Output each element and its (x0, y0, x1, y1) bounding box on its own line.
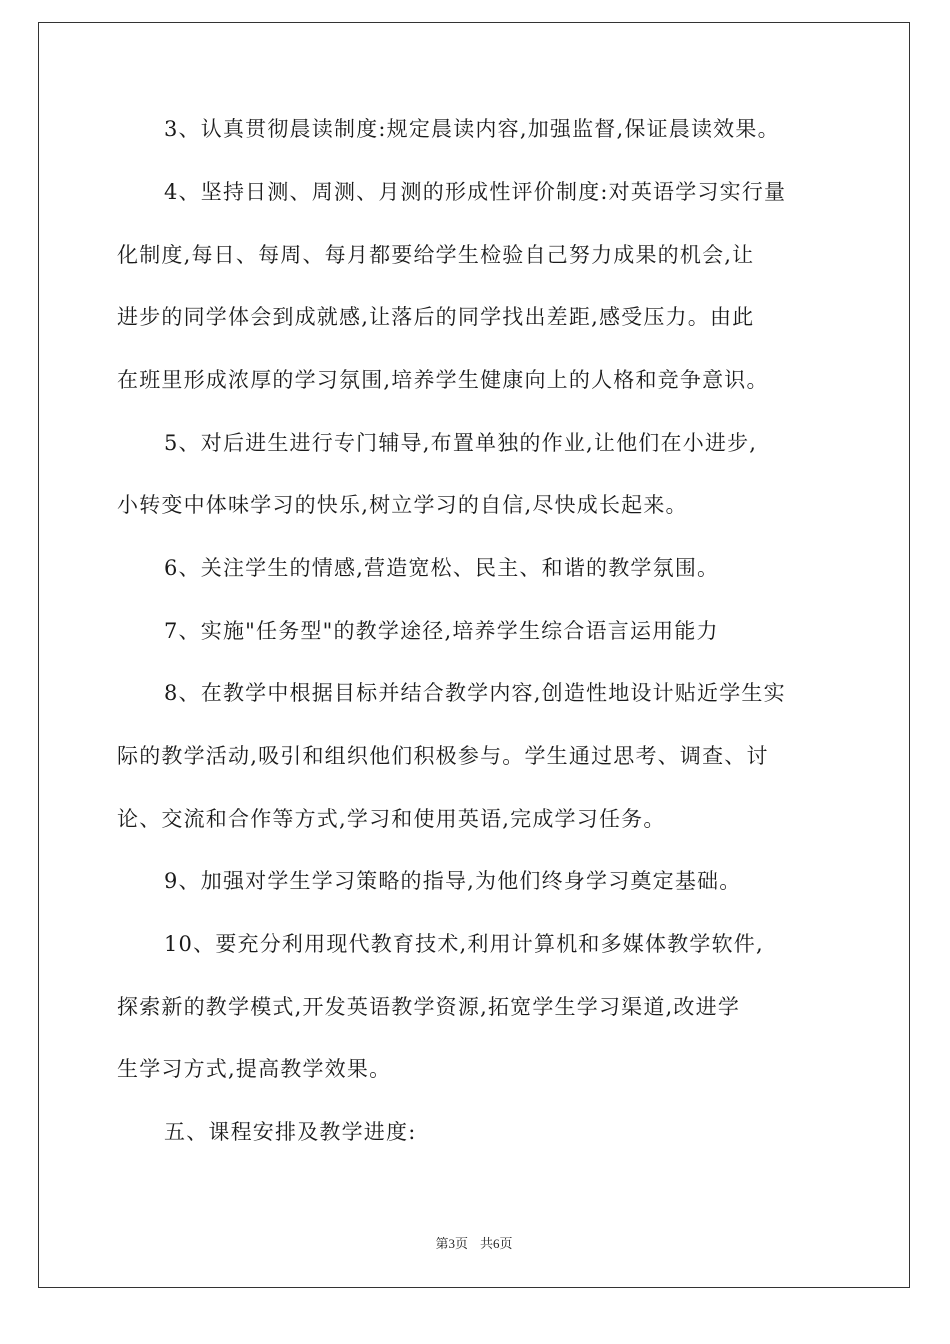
paragraph-8-line-2: 际的教学活动,吸引和组织他们积极参与。学生通过思考、调查、讨 (117, 744, 769, 768)
paragraph-3-line-1: 3、认真贯彻晨读制度:规定晨读内容,加强监督,保证晨读效果。 (164, 117, 780, 141)
page-number-total: 共6页 (480, 1236, 513, 1251)
page-footer (39, 1233, 909, 1252)
paragraph-10-line-2: 探索新的教学模式,开发英语教学资源,拓宽学生学习渠道,改进学 (117, 995, 741, 1019)
paragraph-4-line-3: 进步的同学体会到成就感,让落后的同学找出差距,感受压力。由此 (117, 305, 755, 329)
paragraph-9-line-1: 9、加强对学生学习策略的指导,为他们终身学习奠定基础。 (164, 869, 742, 893)
paragraph-6-line-1: 6、关注学生的情感,营造宽松、民主、和谐的教学氛围。 (164, 556, 720, 580)
paragraph-5-line-1: 5、对后进生进行专门辅导,布置单独的作业,让他们在小进步, (164, 431, 758, 455)
paragraph-4-line-4: 在班里形成浓厚的学习氛围,培养学生健康向上的人格和竞争意识。 (117, 368, 769, 392)
paragraph-8-line-3: 论、交流和合作等方式,学习和使用英语,完成学习任务。 (117, 807, 666, 831)
page-frame (38, 22, 910, 1288)
paragraph-7-line-1: 7、实施"任务型"的教学途径,培养学生综合语言运用能力 (164, 619, 719, 643)
paragraph-8-line-1: 8、在教学中根据目标并结合教学内容,创造性地设计贴近学生实 (164, 681, 786, 705)
page-number-current: 第3页 (435, 1236, 468, 1251)
paragraph-10-line-3: 生学习方式,提高教学效果。 (117, 1057, 392, 1081)
paragraph-10-line-1: 10、要充分利用现代教育技术,利用计算机和多媒体教学软件, (164, 932, 764, 956)
paragraph-4-line-1: 4、坚持日测、周测、月测的形成性评价制度:对英语学习实行量 (164, 180, 787, 204)
paragraph-5-line-2: 小转变中体味学习的快乐,树立学习的自信,尽快成长起来。 (117, 493, 688, 517)
paragraph-4-line-2: 化制度,每日、每周、每月都要给学生检验自己努力成果的机会,让 (117, 243, 755, 267)
section-heading-5: 五、课程安排及教学进度: (164, 1120, 417, 1144)
